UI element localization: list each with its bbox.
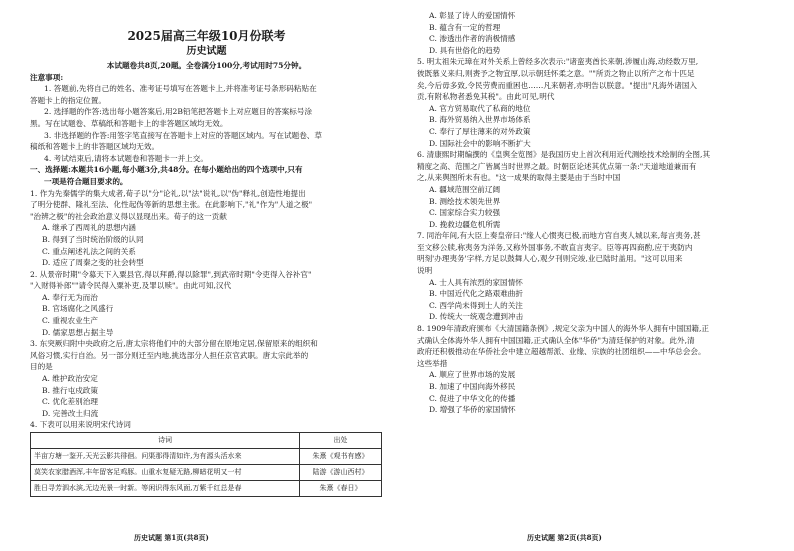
question-6 bbox=[417, 149, 770, 230]
table-row bbox=[31, 481, 382, 497]
notice-line: 黑。写在试题卷、草稿纸和答题卡上的非答题区域均无效。 bbox=[30, 118, 228, 128]
option-d: D. 国际社会中的影响不断扩大 bbox=[429, 138, 531, 148]
question-stem: 彼既慕义来归,则赉予之物宜厚,以示朝廷怀柔之意。""所贡之物止以所产之布十匹足 bbox=[417, 68, 695, 78]
section-heading: 一项是符合题目要求的。 bbox=[44, 176, 128, 186]
table-cell: 陆游《游山西村》 bbox=[300, 465, 382, 481]
question-stem: 5. 明太祖朱元璋在对外关系上曾经多次表示:"诸蛮夷酋长来朝,涉履山海,动经数万里, bbox=[417, 57, 699, 67]
notice-line: 2. 选择题的作答:选出每小题答案后,用2B铅笔把答题卡上对应题目的答案标号涂 bbox=[44, 107, 313, 117]
question-3 bbox=[30, 338, 383, 419]
question-stem: 贡,有附私物者悉免其税"。由此可见,明代 bbox=[417, 92, 555, 102]
question-stem: 风俗习惯,实行自治。另一部分则迁至内地,挑选部分人担任京官武职。唐太宗此举的 bbox=[30, 350, 309, 360]
option-c: C. 重点阐述礼法之间的关系 bbox=[42, 246, 136, 256]
exam-title: 2025届高三年级10月份联考 bbox=[127, 29, 286, 43]
option-a: A. 彰显了诗人的爱国情怀 bbox=[429, 11, 516, 20]
question-stem: 政府还积极推动在华侨社会中建立超越帮派、业缘、宗族的社团组织——中华总会会。 bbox=[417, 347, 706, 357]
option-c: C. 重视农业生产 bbox=[42, 316, 98, 326]
poem-table bbox=[30, 432, 382, 497]
option-a: A. 继承了西周礼的思想内涵 bbox=[42, 223, 136, 233]
notice-line: 3. 非选择题的作答:用签字笔直接写在答题卡上对应的答题区域内。写在试题卷、草 bbox=[44, 130, 322, 140]
notice-line: 答题卡上的指定位置。 bbox=[30, 95, 106, 105]
option-d: D. 儒家思想占据主导 bbox=[42, 327, 114, 337]
question-stem: 这些举措 bbox=[417, 358, 448, 368]
option-d: D. 具有世俗化的趋势 bbox=[429, 45, 501, 55]
option-a: A. 疆域范围空前辽阔 bbox=[429, 184, 501, 194]
option-c: C. 促进了中华文化的传播 bbox=[429, 393, 516, 403]
question-stem: 7. 同治年间,有大臣上奏皇帝曰:"缘人心惯夷已极,而地方官自夷人城以来,每言夷务,甚 bbox=[417, 231, 701, 241]
table-cell: 朱熹《春日》 bbox=[300, 481, 382, 497]
option-b: B. 蕴含有一定的哲理 bbox=[429, 22, 501, 32]
question-stem: 6. 清康熙时期编撰的《皇舆全览图》是我国历史上首次利用近代测绘技术绘制的全图,其 bbox=[417, 150, 711, 160]
table-cell: 半亩方塘一鉴开,天光云影共徘徊。问渠那得清如许,为有源头活水来 bbox=[31, 449, 300, 465]
table-row bbox=[31, 449, 382, 465]
option-c: C. 国家综合实力较强 bbox=[429, 208, 501, 218]
option-a: A. 官方贸易取代了私商的地位 bbox=[429, 103, 531, 113]
question-stem: 1. 作为先秦儒学的集大成者,荀子以"分"论礼,以"法"说礼,以"伪"释礼,创造性地提出 bbox=[30, 188, 306, 198]
table-cell: 朱熹《观书有感》 bbox=[300, 449, 382, 465]
question-stem: "治辨之极"的社会政治意义得以显现出来。荀子的这一贡献 bbox=[30, 211, 227, 221]
option-a: A. 维护政治安定 bbox=[42, 374, 98, 384]
option-d: D. 挽救边疆危机所需 bbox=[429, 219, 501, 229]
question-7 bbox=[417, 230, 770, 323]
table-header-cell: 诗词 bbox=[31, 433, 300, 449]
option-d: D. 适应了周秦之变的社会转型 bbox=[42, 258, 144, 268]
question-4-options bbox=[417, 10, 770, 56]
question-stem: 精度之高、范围之广皆属当时世界之最。时朝臣论述其优点第一条:"天道地道兼而有 bbox=[417, 161, 697, 171]
option-b: B. 推行屯戍政策 bbox=[42, 385, 98, 395]
question-stem: 矣,今后毋多致,令民劳费而重困也……凡来朝者,亦明告以朕意。"提出"凡海外诸国入 bbox=[417, 80, 698, 90]
option-d: D. 完善改土归流 bbox=[42, 408, 99, 418]
table-header-cell: 出处 bbox=[300, 433, 382, 449]
page-footer: 历史试题 第1页(共8页) bbox=[134, 533, 209, 542]
question-5 bbox=[417, 56, 770, 149]
question-stem: 8. 1909年清政府颁布《大清国籍条例》,规定父亲为中国人的海外华人拥有中国国籍,正 bbox=[417, 324, 709, 334]
option-a: A. 士人具有浓烈的家国情怀 bbox=[429, 277, 523, 287]
question-stem: 4. 下表可以用来说明宋代诗词 bbox=[30, 420, 131, 430]
question-4 bbox=[30, 419, 383, 497]
question-stem: "入财得补郎""请令民得入粟补吏,及罪以赎"。由此可知,汉代 bbox=[30, 281, 232, 291]
question-stem: 目的是 bbox=[30, 362, 53, 372]
option-c: C. 渗透出作者的消极情感 bbox=[429, 34, 516, 44]
exam-subject: 历史试题 bbox=[186, 46, 227, 57]
exam-info: 本试题卷共8页,20题。全卷满分100分,考试用时75分钟。 bbox=[106, 61, 307, 70]
option-d: D. 增强了华侨的家国情怀 bbox=[429, 405, 516, 415]
question-stem: 式确认全体海外华人拥有中国国籍,正式确认全体"华侨"为清廷保护的对象。此外,清 bbox=[417, 335, 695, 345]
question-stem: 2. 从景帝时期"令募天下入粟县官,得以拜爵,得以除罪",到武帝时期"令吏得入谷补官" bbox=[30, 269, 312, 279]
question-stem: 至文移公牍,称夷务为洋务,又称外国事务,不敢直言夷字。臣等再四商酌,应于夷防内 bbox=[417, 242, 693, 252]
notice-line: 稿纸和答题卡上的非答题区域均无效。 bbox=[30, 142, 160, 152]
question-2 bbox=[30, 269, 383, 339]
option-c: C. 优化差别治理 bbox=[42, 397, 98, 407]
option-b: B. 官场腐化之风盛行 bbox=[42, 304, 114, 314]
option-a: A. 奉行无为而治 bbox=[42, 292, 98, 302]
option-c: C. 西学尚未得到士人的关注 bbox=[429, 300, 523, 310]
question-1 bbox=[30, 188, 383, 269]
option-a: A. 顺应了世界市场的发展 bbox=[429, 370, 516, 380]
question-stem: 说明 bbox=[417, 266, 433, 276]
question-stem: 了明分使群、隆礼至法、化性起伪等新的思想主张。在此影响下,"礼"作为"人道之极" bbox=[30, 200, 313, 210]
page-right bbox=[397, 0, 794, 551]
option-d: D. 传统大一统观念遭到冲击 bbox=[429, 312, 524, 322]
section-heading: 一、选择题:本题共16小题,每小题3分,共48分。在每小题给出的四个选项中,只有 bbox=[30, 165, 303, 175]
option-b: B. 中国近代化之路艰难曲折 bbox=[429, 289, 523, 299]
table-header-row bbox=[31, 433, 382, 449]
option-b: B. 海外贸易纳入世界市场体系 bbox=[429, 115, 531, 125]
notice-heading: 注意事项: bbox=[30, 72, 64, 82]
table-row bbox=[31, 465, 382, 481]
question-stem: 明刻'办理夷务'字样,方足以鼓舞人心,观夕刊则完竣,业已陆时盖用。"这可以用来 bbox=[417, 254, 683, 264]
table-cell: 莫笑农家腊酒浑,丰年留客足鸡豚。山重水复疑无路,柳暗花明又一村 bbox=[31, 465, 300, 481]
question-stem: 3. 东突厥归附中央政府之后,唐太宗将他们中的大部分留在原地定居,保留原来的组织和 bbox=[30, 339, 318, 349]
page-footer: 历史试题 第2页(共8页) bbox=[527, 533, 602, 542]
option-c: C. 奉行了厚往薄来的对外政策 bbox=[429, 126, 531, 136]
option-b: B. 测绘技术领先世界 bbox=[429, 196, 501, 206]
option-b: B. 加速了中国向海外移民 bbox=[429, 382, 516, 391]
notice-line: 1. 答题前,先将自己的姓名、准考证号填写在答题卡上,并将准考证号条形码粘贴在 bbox=[44, 84, 317, 94]
option-b: B. 得到了当时统治阶级的认同 bbox=[42, 234, 144, 244]
table-cell: 胜日寻芳泗水滨,无边光景一时新。等闲识得东风面,万紫千红总是春 bbox=[31, 481, 300, 497]
question-stem: 之,从来舆图所未有也。"这一成果的取得主要是由于当时中国 bbox=[417, 173, 621, 183]
question-8 bbox=[417, 323, 770, 416]
notice-line: 4. 考试结束后,请将本试题卷和答题卡一并上交。 bbox=[44, 153, 208, 163]
